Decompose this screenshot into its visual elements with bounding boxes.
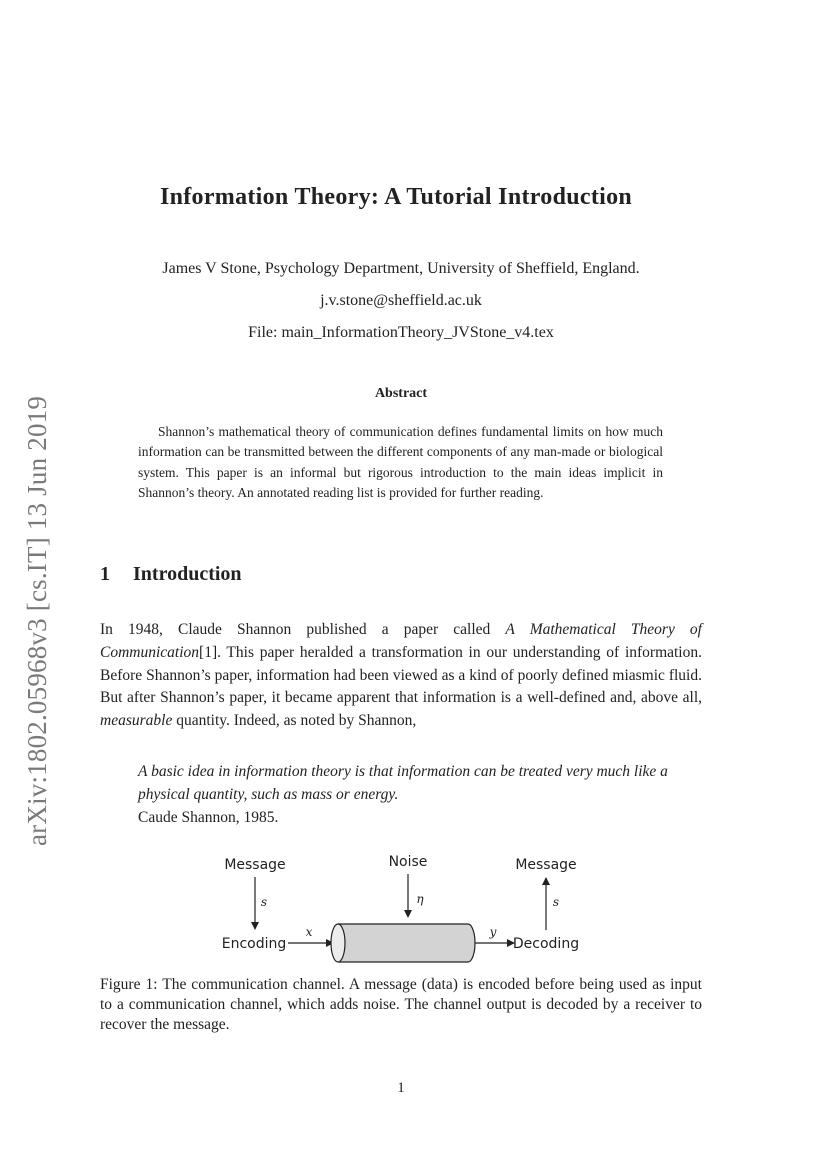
abstract-heading: Abstract	[374, 386, 428, 401]
intro-text-1: In 1948, Claude Shannon published a paper called	[100, 621, 506, 638]
arxiv-identifier: arXiv:1802.05968v3 [cs.IT] 13 Jun 2019	[22, 395, 52, 846]
abstract-text: Shannon’s mathematical theory of communication defines fundamental limits on how much information can be transmitted between the different components of any man-made or biological system. This paper is an informal but rigorous introduction to the main ideas implicit in Shannon’s theory. An annotated reading list is provided for further reading.	[138, 424, 663, 500]
quote-text: A basic idea in information theory is that information can be treated very much like a physical quantity, such as mass or energy.	[138, 763, 668, 803]
eta-symbol: η	[416, 892, 424, 906]
noise-label: Noise	[388, 854, 428, 870]
paper-title: Information Theory: A Tutorial Introduction	[159, 184, 633, 210]
x-symbol: x	[305, 925, 313, 939]
message-output-label: Message	[515, 857, 577, 873]
intro-text-3: quantity. Indeed, as noted by Shannon,	[172, 712, 417, 730]
channel-cylinder	[331, 924, 475, 962]
s-symbol-right: s	[552, 895, 560, 909]
message-source-label: Message	[224, 857, 286, 873]
section-title: Introduction	[133, 563, 242, 585]
decoding-label: Decoding	[512, 936, 580, 952]
y-symbol: y	[489, 925, 497, 939]
emphasis-measurable: measurable	[100, 712, 173, 730]
file-name: File: main_InformationTheory_JVStone_v4.tex	[248, 324, 554, 341]
encoding-label: Encoding	[221, 936, 287, 952]
paper-title-reference: A Mathematical Theory of Communication	[100, 621, 702, 661]
figure-caption: Figure 1: The communication channel. A message (data) is encoded before being used as input to a communication channel, which adds noise. The channel output is decoded by a receiver to recover the message.	[100, 976, 702, 1033]
block-quote	[138, 760, 698, 829]
intro-text-2: [1]. This paper heralded a transformation in our understanding of information. Before Shannon’s paper, information had been viewed as a kind of poorly defined miasmic fluid. But after Shannon’s paper, it became apparent that information is a well-defined and, above all,	[100, 643, 702, 707]
author-line: James V Stone, Psychology Department, University of Sheffield, England.	[162, 260, 640, 277]
intro-paragraph	[100, 619, 702, 733]
s-symbol-left: s	[260, 895, 268, 909]
communication-channel-diagram	[0, 840, 828, 965]
author-email: j.v.stone@sheffield.ac.uk	[320, 292, 482, 309]
section-number: 1	[100, 563, 110, 585]
section-heading	[100, 563, 242, 586]
quote-attribution: Caude Shannon, 1985.	[138, 809, 279, 826]
page-number: 1	[397, 1080, 405, 1096]
